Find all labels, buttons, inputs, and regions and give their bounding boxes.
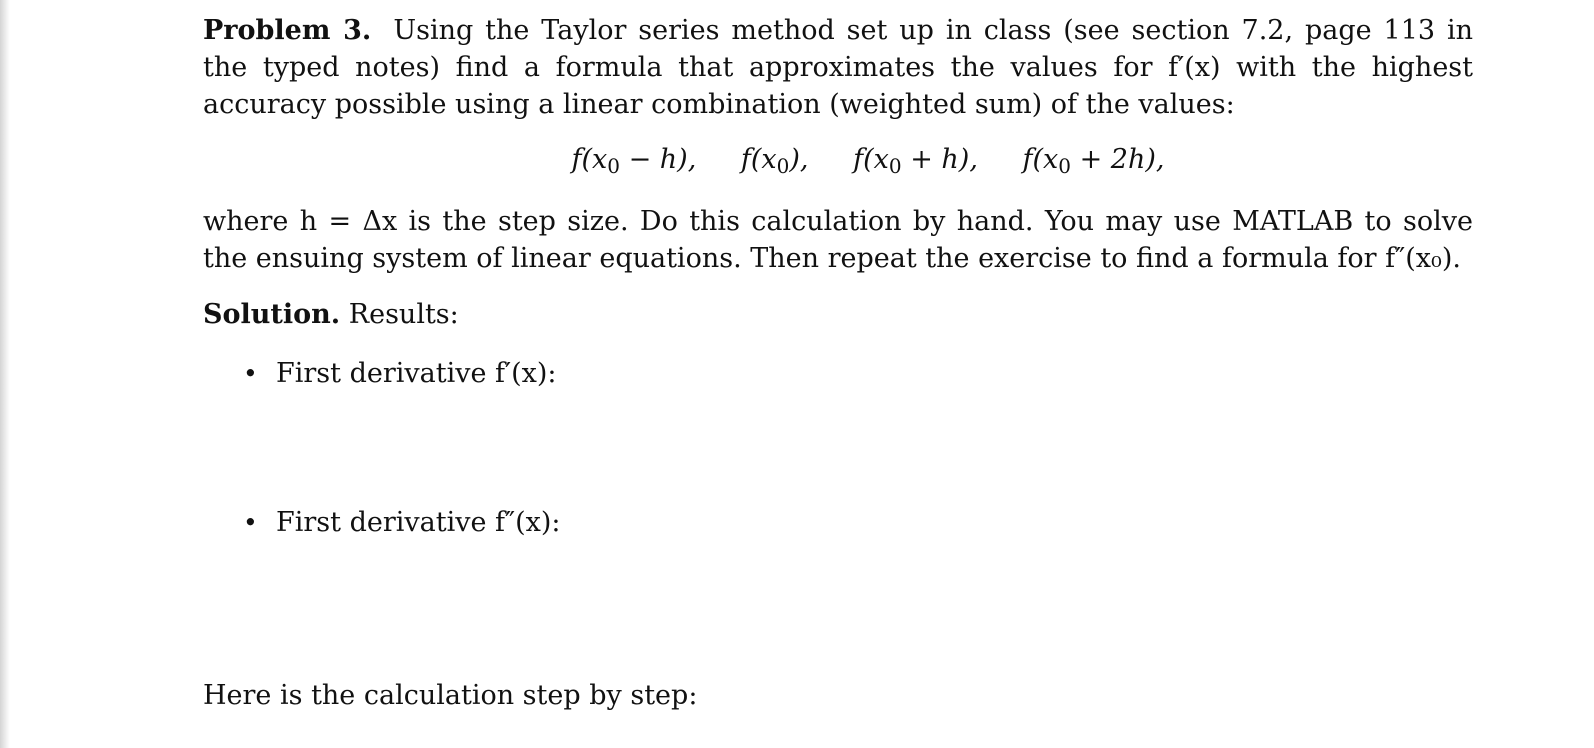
problem-statement: Using the Taylor series method set up in class (see section 7.2, page 113 in the typed notes) find a formula that approximates the values for f′(x) with the highest accuracy possible using a linear combination (weighted sum) of the values:: [203, 15, 1473, 120]
value-term-1: $f(x_0 - h)$,: [571, 144, 697, 178]
bullet-icon: •: [243, 508, 258, 537]
bullet-icon: •: [243, 359, 258, 388]
solution-paragraph: [203, 296, 1473, 333]
solution-text: Results:: [348, 299, 459, 330]
value-term-4: $f(x_0 + 2h)$,: [1022, 144, 1165, 178]
list-item-text: First derivative f′(x):: [276, 358, 557, 389]
value-term-2: $f(x_0)$,: [740, 144, 809, 178]
list-item-text: First derivative f″(x):: [276, 507, 561, 538]
results-list: [203, 355, 1473, 541]
calculation-intro: Here is the calculation step by step:: [203, 680, 698, 711]
values-display-equation: [203, 141, 1473, 185]
solution-label: Solution.: [203, 299, 341, 330]
document-body: [203, 12, 1473, 714]
instructions-paragraph: where h = Δx is the step size. Do this calculation by hand. You may use MATLAB to solve the ensuing system of linear equations. Then repeat the exercise to find a formula for f″(x₀).: [203, 206, 1473, 274]
value-term-3: $f(x_0 + h)$,: [853, 144, 978, 178]
problem-paragraph: [203, 12, 1473, 123]
page-left-edge: [0, 0, 10, 748]
problem-label: Problem 3.: [203, 15, 372, 46]
list-item: [203, 504, 1473, 541]
list-item: [203, 355, 1473, 392]
